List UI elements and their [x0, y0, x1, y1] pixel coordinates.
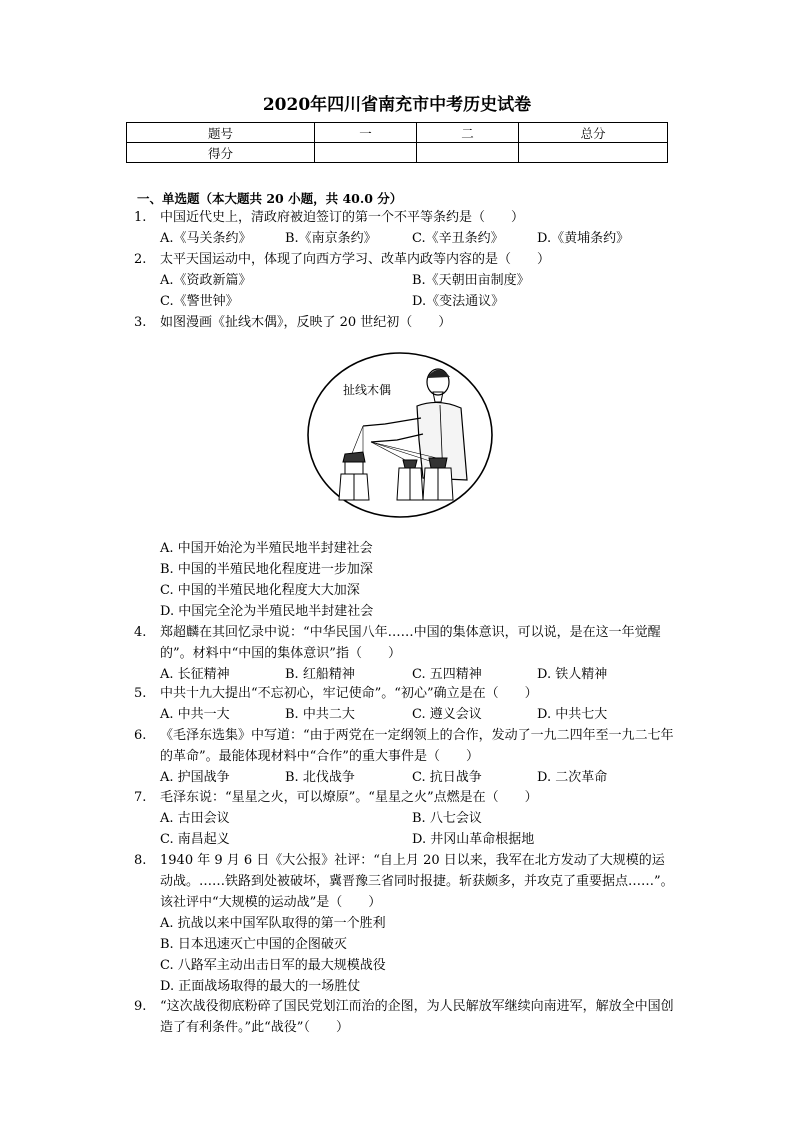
option-row: [160, 270, 674, 291]
score-cell[interactable]: [417, 143, 519, 163]
question-5: [134, 683, 674, 725]
option-d: D. 中国完全沦为半殖民地半封建社会: [160, 604, 374, 619]
question-text: “这次战役彻底粉碎了国民党划江而治的企图，为人民解放军继续向南进军，解放全中国创造了有利条件。”此“战役”（ ）: [160, 999, 674, 1035]
question-number: 8.: [134, 853, 147, 868]
option-b: B. 红船精神: [285, 667, 355, 682]
option-a: A. 中共一大: [160, 707, 230, 722]
score-cell[interactable]: [315, 143, 417, 163]
section-title: 一、单选题（本大题共 20 小题，共 40.0 分）: [137, 191, 403, 206]
option-b: B. 中共二大: [285, 707, 355, 722]
option-b: B.《天朝田亩制度》: [412, 273, 530, 288]
score-table-header-row: [127, 123, 668, 143]
option-c: C. 八路军主动出击日军的最大规模战役: [160, 958, 386, 973]
question-3-options: [134, 538, 674, 622]
question-number: 5.: [134, 686, 147, 701]
option-b: B. 北伐战争: [285, 770, 355, 785]
option-d: D. 正面战场取得的最大的一场胜仗: [160, 979, 361, 994]
score-table-score-row: [127, 143, 668, 163]
question-number: 1.: [134, 210, 147, 225]
question-1: [134, 207, 674, 249]
score-table-header: 总分: [519, 123, 668, 143]
score-table-header: 二: [417, 123, 519, 143]
question-number: 7.: [134, 790, 147, 805]
question-2: [134, 249, 674, 312]
question-text: 《毛泽东选集》中写道：“由于两党在一定纲领上的合作，发动了一九二四年至一九二七年的革命”。最能体现材料中“合作”的重大事件是（ ）: [160, 728, 674, 764]
option-a: A. 长征精神: [160, 667, 230, 682]
option-c: C. 五四精神: [412, 667, 482, 682]
puppet-cartoon-image: [305, 350, 495, 520]
question-text: 郑超麟在其回忆录中说：“中华民国八年……中国的集体意识，可以说，是在这一年觉醒的”。材料中“中国的集体意识”指（ ）: [160, 625, 661, 661]
question-number: 2.: [134, 252, 147, 267]
option-b: B. 中国的半殖民地化程度进一步加深: [160, 562, 373, 577]
option-a: A. 护国战争: [160, 770, 230, 785]
option-d: D.《黄埔条约》: [537, 231, 630, 246]
option-row: [160, 808, 674, 829]
question-4: [134, 622, 674, 685]
question-text: 毛泽东说：“星星之火，可以燎原”。“星星之火”点燃是在（ ）: [160, 790, 538, 805]
option-d: D. 井冈山革命根据地: [412, 832, 535, 847]
question-8: [134, 850, 674, 997]
question-9: [134, 996, 674, 1038]
option-a: A. 古田会议: [160, 811, 230, 826]
option-b: B. 日本迅速灭亡中国的企图破灭: [160, 937, 347, 952]
option-c: C. 抗日战争: [412, 770, 482, 785]
option-a: A.《马关条约》: [160, 231, 252, 246]
question-number: 9.: [134, 999, 147, 1014]
score-table: [126, 122, 668, 163]
score-row-label: 得分: [127, 143, 315, 163]
question-text: 1940 年 9 月 6 日《大公报》社评：“自上月 20 日以来，我军在北方发动了大规模的运动战。……铁路到处被破坏，冀晋豫三省同时报捷。斩获颇多，并攻克了重要据点……”。该社评中“大规模的运动战”是（ ）: [160, 853, 674, 910]
option-row: [160, 228, 674, 249]
option-row: [160, 767, 674, 788]
question-number: 3.: [134, 315, 147, 330]
option-d: D. 铁人精神: [537, 667, 608, 682]
question-number: 4.: [134, 625, 147, 640]
option-d: D.《变法通议》: [412, 294, 505, 309]
score-cell[interactable]: [519, 143, 668, 163]
option-a: A.《资政新篇》: [160, 273, 252, 288]
cartoon-label: 扯线木偶: [342, 383, 392, 397]
option-c: C.《辛丑条约》: [412, 231, 504, 246]
option-row: [160, 664, 674, 685]
page-title: 2020年四川省南充市中考历史试卷: [262, 95, 532, 115]
option-a: A. 抗战以来中国军队取得的第一个胜利: [160, 916, 386, 931]
option-d: D. 中共七大: [537, 707, 608, 722]
option-row: [160, 829, 674, 850]
question-7: [134, 787, 674, 850]
question-3: [134, 312, 674, 333]
question-text: 中共十九大提出“不忘初心，牢记使命”。“初心”确立是在（ ）: [160, 686, 538, 701]
score-table-header: 一: [315, 123, 417, 143]
option-row: [160, 291, 674, 312]
question-text: 如图漫画《扯线木偶》，反映了 20 世纪初（ ）: [160, 315, 452, 330]
question-6: [134, 725, 674, 788]
question-number: 6.: [134, 728, 147, 743]
option-c: C. 遵义会议: [412, 707, 482, 722]
option-d: D. 二次革命: [537, 770, 608, 785]
option-c: C. 中国的半殖民地化程度大大加深: [160, 583, 360, 598]
question-text: 太平天国运动中，体现了向西方学习、改革内政等内容的是（ ）: [160, 252, 551, 267]
score-table-header: 题号: [127, 123, 315, 143]
option-c: C.《警世钟》: [160, 294, 239, 309]
option-b: B.《南京条约》: [285, 231, 377, 246]
option-c: C. 南昌起义: [160, 832, 230, 847]
option-b: B. 八七会议: [412, 811, 482, 826]
option-a: A. 中国开始沦为半殖民地半封建社会: [160, 541, 373, 556]
option-row: [160, 704, 674, 725]
question-text: 中国近代史上，清政府被迫签订的第一个不平等条约是（ ）: [160, 210, 525, 225]
